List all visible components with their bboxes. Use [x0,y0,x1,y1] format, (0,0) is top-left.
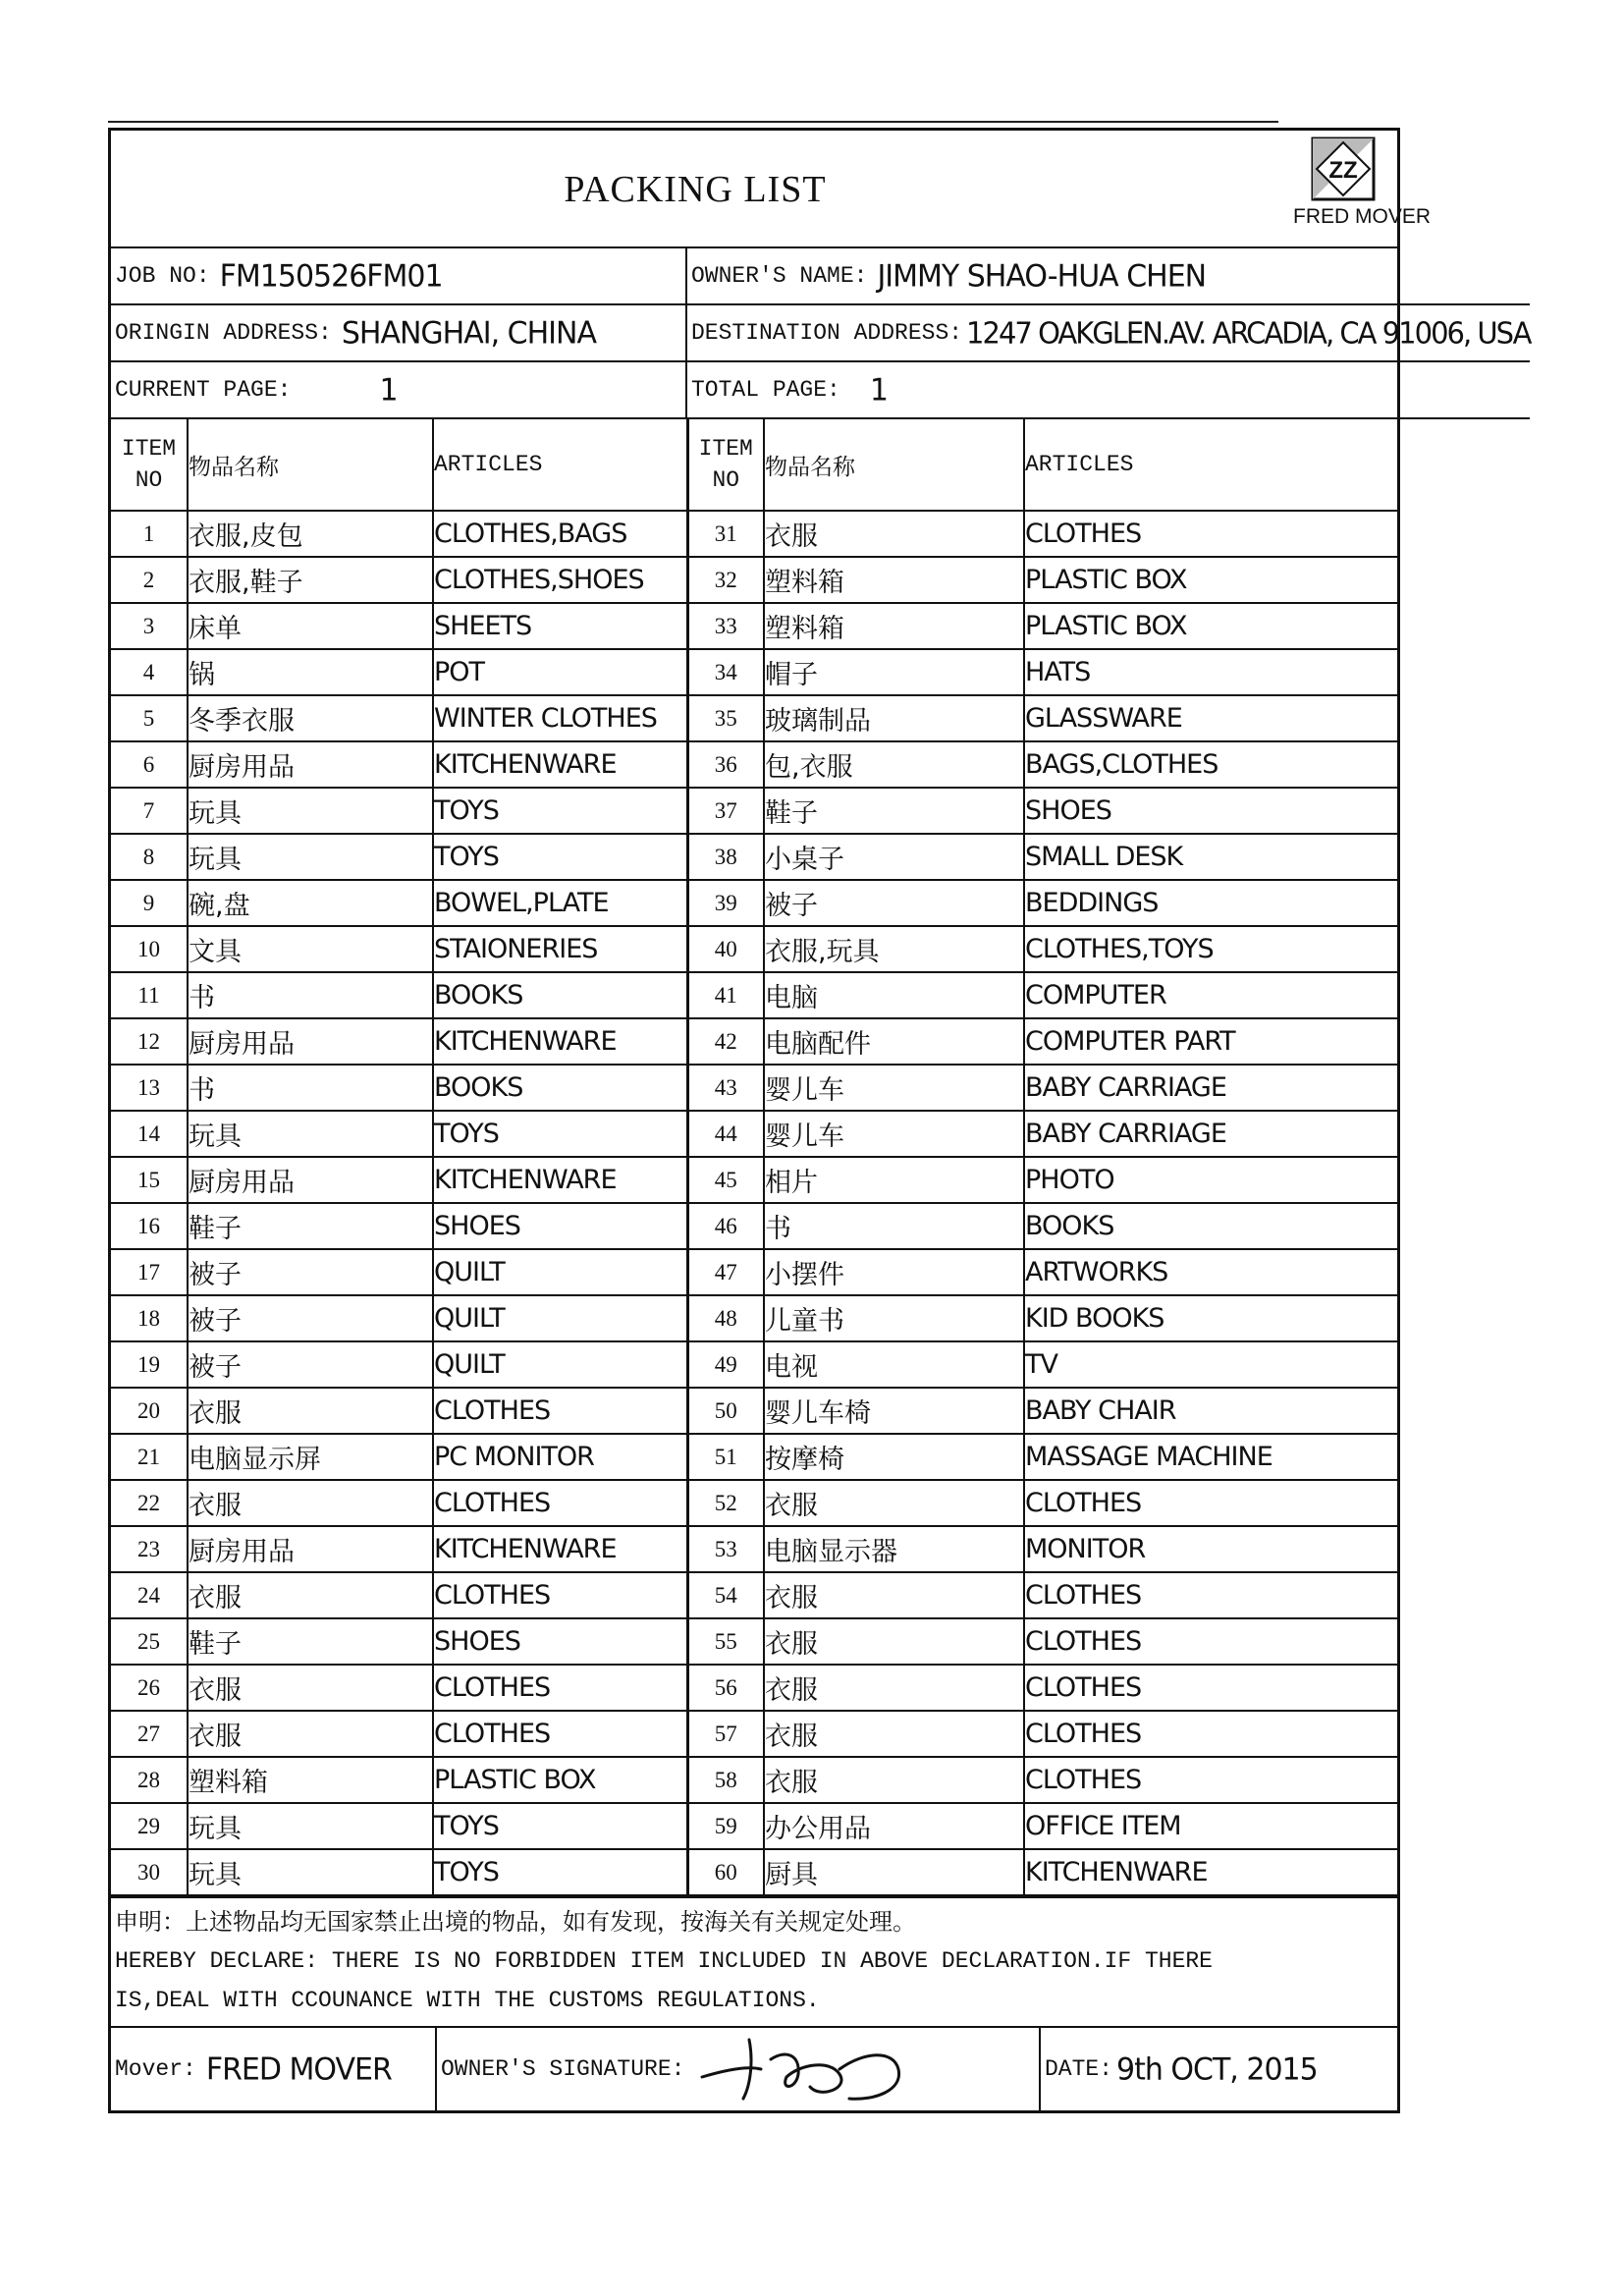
item-cn-name: 厨具 [764,1849,1024,1895]
mover-cell [111,2028,437,2110]
item-article: TOYS [433,834,687,880]
item-article: BOOKS [433,1065,687,1111]
item-cn-name: 衣服 [764,1711,1024,1757]
item-article: CLOTHES [1024,1572,1397,1618]
item-article: POT [433,649,687,695]
item-cn-name: 衣服 [764,1757,1024,1803]
company-logo [1293,135,1432,241]
item-no: 23 [111,1526,188,1572]
owner-signature-label: OWNER'S SIGNATURE: [441,2056,685,2082]
item-no: 7 [111,788,188,834]
item-no: 16 [111,1203,188,1249]
item-no: 10 [111,926,188,972]
item-article: CLOTHES,SHOES [433,557,687,603]
item-no: 46 [687,1203,764,1249]
item-cn-name: 衣服,皮包 [188,511,433,557]
articles-header-left: ARTICLES [433,419,687,511]
mover-value: FRED MOVER [205,2050,392,2088]
packing-list-form [108,128,1531,2113]
item-no: 48 [687,1295,764,1341]
table-row [111,1757,1397,1803]
item-article: CLOTHES [433,1572,687,1618]
item-no: 38 [687,834,764,880]
item-cn-name: 儿童书 [764,1295,1024,1341]
item-cn-name: 玩具 [188,834,433,880]
item-article: BOOKS [1024,1203,1397,1249]
item-article: KITCHENWARE [1024,1849,1397,1895]
item-cn-name: 包,衣服 [764,741,1024,788]
item-no: 36 [687,741,764,788]
item-article: HATS [1024,649,1397,695]
item-cn-name: 电脑显示器 [764,1526,1024,1572]
item-no: 31 [687,511,764,557]
item-no: 19 [111,1341,188,1388]
top-rule [108,121,1278,123]
table-row [111,1618,1397,1665]
item-article: TV [1024,1341,1397,1388]
item-cn-name: 厨房用品 [188,1526,433,1572]
item-no: 17 [111,1249,188,1295]
item-article: KITCHENWARE [433,1018,687,1065]
title-row [111,131,1432,248]
page-title: PACKING LIST [564,169,827,210]
item-cn-name: 锅 [188,649,433,695]
table-row [111,1203,1397,1249]
item-article: CLOTHES [433,1480,687,1526]
item-cn-name: 衣服,鞋子 [188,557,433,603]
item-article: BOOKS [433,972,687,1018]
owner-value: JIMMY SHAO-HUA CHEN [877,257,1207,295]
item-no: 49 [687,1341,764,1388]
item-no: 57 [687,1711,764,1757]
item-article: CLOTHES [1024,511,1397,557]
header-info [111,248,1531,419]
item-article: SHOES [433,1618,687,1665]
item-cn-name: 玩具 [188,1111,433,1157]
item-article: KITCHENWARE [433,1526,687,1572]
item-cn-name: 衣服 [188,1480,433,1526]
item-article: TOYS [433,788,687,834]
owner-label: OWNER'S NAME: [691,263,868,289]
origin-label: ORINGIN ADDRESS: [115,320,332,346]
item-article: QUILT [433,1295,687,1341]
item-article: KITCHENWARE [433,741,687,788]
item-cn-name: 玩具 [188,1803,433,1849]
item-article: CLOTHES [433,1388,687,1434]
item-cn-name: 被子 [188,1341,433,1388]
item-no: 43 [687,1065,764,1111]
item-no: 2 [111,557,188,603]
item-cn-name: 婴儿车椅 [764,1388,1024,1434]
item-no: 29 [111,1803,188,1849]
item-article: BOWEL,PLATE [433,880,687,926]
form-frame [108,128,1531,2113]
item-no: 32 [687,557,764,603]
item-no: 6 [111,741,188,788]
item-article: GLASSWARE [1024,695,1397,741]
item-cn-name: 衣服 [188,1665,433,1711]
item-article: TOYS [433,1849,687,1895]
item-article: PLASTIC BOX [433,1757,687,1803]
item-cn-name: 电脑显示屏 [188,1434,433,1480]
item-no: 58 [687,1757,764,1803]
item-article: CLOTHES [1024,1757,1397,1803]
item-cn-name: 厨房用品 [188,1157,433,1203]
item-no-header-left: ITEM NO [111,419,188,511]
item-article: OFFICE ITEM [1024,1803,1397,1849]
item-no: 22 [111,1480,188,1526]
declaration-en-1: HEREBY DECLARE: THERE IS NO FORBIDDEN ITEM INCLUDED IN ABOVE DECLARATION.IF THERE [115,1948,1213,1974]
item-article: CLOTHES,TOYS [1024,926,1397,972]
job-no-cell [111,248,687,305]
date-value: 9th OCT, 2015 [1116,2050,1318,2088]
item-cn-name: 文具 [188,926,433,972]
item-cn-name: 衣服 [764,1665,1024,1711]
item-article: BEDDINGS [1024,880,1397,926]
cn-name-header-right: 物品名称 [764,419,1024,511]
owner-cell [687,248,1530,305]
item-cn-name: 厨房用品 [188,741,433,788]
articles-header-right: ARTICLES [1024,419,1397,511]
item-article: QUILT [433,1341,687,1388]
mover-label: Mover: [115,2056,196,2082]
item-no: 39 [687,880,764,926]
declaration-cn: 申明：上述物品均无国家禁止出境的物品，如有发现，按海关有关规定处理。 [115,1908,916,1936]
item-no: 47 [687,1249,764,1295]
date-cell [1041,2028,1397,2110]
item-cn-name: 衣服 [764,1618,1024,1665]
table-row [111,741,1397,788]
item-article: BABY CHAIR [1024,1388,1397,1434]
item-cn-name: 婴儿车 [764,1111,1024,1157]
table-row [111,926,1397,972]
item-no: 26 [111,1665,188,1711]
item-cn-name: 鞋子 [764,788,1024,834]
item-article: CLOTHES [1024,1480,1397,1526]
item-cn-name: 冬季衣服 [188,695,433,741]
item-cn-name: 玻璃制品 [764,695,1024,741]
item-no: 20 [111,1388,188,1434]
item-no: 15 [111,1157,188,1203]
table-row [111,511,1397,557]
item-article: KITCHENWARE [433,1157,687,1203]
item-article: COMPUTER PART [1024,1018,1397,1065]
table-row [111,1572,1397,1618]
declaration [111,1896,1397,2026]
item-no: 50 [687,1388,764,1434]
item-no-header-right: ITEM NO [687,419,764,511]
item-article: KID BOOKS [1024,1295,1397,1341]
items-table [111,419,1397,1896]
item-no: 54 [687,1572,764,1618]
logo-mark: ZZ [1328,157,1358,184]
item-cn-name: 衣服 [764,511,1024,557]
item-no: 4 [111,649,188,695]
item-no: 1 [111,511,188,557]
item-article: CLOTHES [1024,1618,1397,1665]
item-article: PLASTIC BOX [1024,557,1397,603]
item-cn-name: 衣服 [764,1572,1024,1618]
origin-value: SHANGHAI, CHINA [341,314,596,352]
item-no: 8 [111,834,188,880]
item-no: 59 [687,1803,764,1849]
current-page-value: 1 [379,371,398,409]
table-row [111,1341,1397,1388]
item-cn-name: 衣服 [188,1711,433,1757]
zz-logo-icon [1309,135,1378,203]
item-no: 3 [111,603,188,649]
table-row [111,603,1397,649]
table-row [111,649,1397,695]
date-label: DATE: [1045,2056,1113,2082]
signature-row [111,2026,1397,2110]
item-article: QUILT [433,1249,687,1295]
destination-cell [687,305,1530,362]
item-no: 44 [687,1111,764,1157]
table-row [111,1711,1397,1757]
table-row [111,1111,1397,1157]
item-article: TOYS [433,1803,687,1849]
item-cn-name: 电脑 [764,972,1024,1018]
table-header-row [111,419,1397,511]
item-no: 9 [111,880,188,926]
item-cn-name: 床单 [188,603,433,649]
item-no: 33 [687,603,764,649]
item-cn-name: 书 [188,1065,433,1111]
item-no: 5 [111,695,188,741]
item-cn-name: 衣服,玩具 [764,926,1024,972]
table-row [111,1295,1397,1341]
item-article: PHOTO [1024,1157,1397,1203]
job-no-value: FM150526FM01 [219,257,443,295]
item-cn-name: 电脑配件 [764,1018,1024,1065]
item-article: SMALL DESK [1024,834,1397,880]
item-cn-name: 书 [188,972,433,1018]
item-no: 56 [687,1665,764,1711]
item-cn-name: 鞋子 [188,1618,433,1665]
table-row [111,1018,1397,1065]
item-article: CLOTHES [1024,1665,1397,1711]
item-cn-name: 衣服 [188,1572,433,1618]
item-article: SHEETS [433,603,687,649]
item-cn-name: 玩具 [188,788,433,834]
item-article: CLOTHES,BAGS [433,511,687,557]
item-article: BAGS,CLOTHES [1024,741,1397,788]
item-cn-name: 塑料箱 [764,603,1024,649]
table-row [111,1434,1397,1480]
item-article: PC MONITOR [433,1434,687,1480]
item-no: 24 [111,1572,188,1618]
item-article: SHOES [433,1203,687,1249]
logo-brand: FRED MOVER [1293,205,1432,228]
item-no: 14 [111,1111,188,1157]
item-article: STAIONERIES [433,926,687,972]
job-no-label: JOB NO: [115,263,210,289]
item-no: 51 [687,1434,764,1480]
item-no: 18 [111,1295,188,1341]
item-no: 53 [687,1526,764,1572]
item-cn-name: 小摆件 [764,1249,1024,1295]
item-no: 35 [687,695,764,741]
owner-signature-cell [437,2028,1041,2110]
item-no: 21 [111,1434,188,1480]
item-article: MONITOR [1024,1526,1397,1572]
item-cn-name: 办公用品 [764,1803,1024,1849]
item-cn-name: 电视 [764,1341,1024,1388]
item-cn-name: 玩具 [188,1849,433,1895]
table-row [111,1803,1397,1849]
item-article: TOYS [433,1111,687,1157]
item-article: WINTER CLOTHES [433,695,687,741]
item-cn-name: 被子 [188,1295,433,1341]
table-row [111,1526,1397,1572]
item-no: 42 [687,1018,764,1065]
item-cn-name: 按摩椅 [764,1434,1024,1480]
item-cn-name: 塑料箱 [188,1757,433,1803]
item-cn-name: 被子 [188,1249,433,1295]
item-cn-name: 婴儿车 [764,1065,1024,1111]
item-article: MASSAGE MACHINE [1024,1434,1397,1480]
destination-label: DESTINATION ADDRESS: [691,320,963,346]
item-article: ARTWORKS [1024,1249,1397,1295]
table-row [111,1249,1397,1295]
destination-value: 1247 OAKGLEN.AV. ARCADIA, CA 91006, USA [966,315,1531,351]
total-page-cell [687,362,1530,419]
item-cn-name: 相片 [764,1157,1024,1203]
item-article: CLOTHES [1024,1711,1397,1757]
item-no: 34 [687,649,764,695]
item-cn-name: 鞋子 [188,1203,433,1249]
table-row [111,1480,1397,1526]
item-article: CLOTHES [433,1665,687,1711]
table-row [111,880,1397,926]
table-row [111,557,1397,603]
item-article: BABY CARRIAGE [1024,1065,1397,1111]
cn-name-header-left: 物品名称 [188,419,433,511]
item-no: 28 [111,1757,188,1803]
item-no: 25 [111,1618,188,1665]
table-row [111,834,1397,880]
current-page-label: CURRENT PAGE: [115,377,292,403]
item-cn-name: 衣服 [188,1388,433,1434]
item-cn-name: 衣服 [764,1480,1024,1526]
current-page-cell [111,362,687,419]
item-cn-name: 厨房用品 [188,1018,433,1065]
item-no: 11 [111,972,188,1018]
table-row [111,695,1397,741]
table-row [111,1065,1397,1111]
item-cn-name: 小桌子 [764,834,1024,880]
item-no: 27 [111,1711,188,1757]
handwritten-signature [692,2030,918,2108]
item-article: PLASTIC BOX [1024,603,1397,649]
item-no: 12 [111,1018,188,1065]
item-no: 60 [687,1849,764,1895]
item-cn-name: 碗,盘 [188,880,433,926]
item-article: COMPUTER [1024,972,1397,1018]
item-no: 41 [687,972,764,1018]
item-article: CLOTHES [433,1711,687,1757]
total-page-value: 1 [869,371,888,409]
item-no: 40 [687,926,764,972]
item-cn-name: 书 [764,1203,1024,1249]
item-no: 30 [111,1849,188,1895]
item-cn-name: 帽子 [764,649,1024,695]
item-no: 52 [687,1480,764,1526]
total-page-label: TOTAL PAGE: [691,377,840,403]
item-cn-name: 塑料箱 [764,557,1024,603]
item-article: BABY CARRIAGE [1024,1111,1397,1157]
table-row [111,1665,1397,1711]
table-row [111,972,1397,1018]
declaration-en-2: IS,DEAL WITH CCOUNANCE WITH THE CUSTOMS REGULATIONS. [115,1988,820,2013]
item-no: 55 [687,1618,764,1665]
table-row [111,1157,1397,1203]
table-row [111,1849,1397,1895]
item-no: 37 [687,788,764,834]
item-article: SHOES [1024,788,1397,834]
item-no: 13 [111,1065,188,1111]
origin-cell [111,305,687,362]
item-no: 45 [687,1157,764,1203]
table-row [111,1388,1397,1434]
item-cn-name: 被子 [764,880,1024,926]
table-row [111,788,1397,834]
